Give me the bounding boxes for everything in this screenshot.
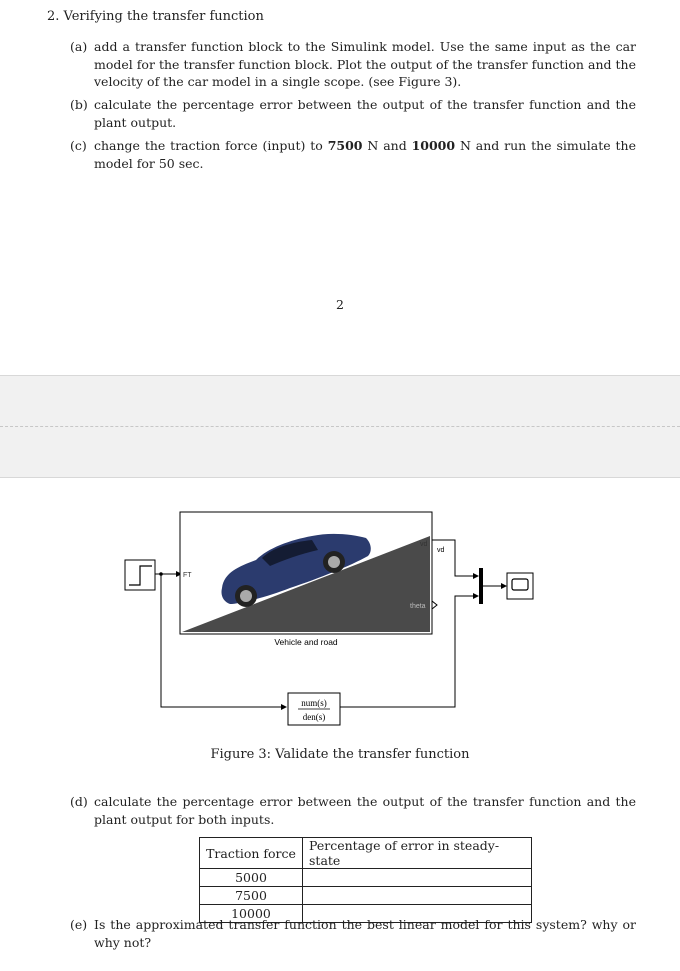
- table-cell-error[interactable]: [303, 887, 532, 905]
- arrow-head-tf-in: [281, 704, 287, 710]
- tf-denominator: den(s): [302, 712, 326, 722]
- item-d-text: calculate the percentage error between the output of the transfer function and the plant output for both inputs.: [94, 794, 636, 827]
- item-d: [70, 793, 636, 828]
- vehicle-and-road-block[interactable]: [180, 512, 432, 634]
- scope-block[interactable]: [507, 573, 533, 599]
- tf-numerator: num(s): [301, 698, 327, 708]
- step-block[interactable]: [125, 560, 155, 590]
- table-cell-force: 5000: [200, 869, 303, 887]
- item-c-text-part2: N and: [362, 138, 412, 153]
- figure-caption: Figure 3: Validate the transfer function: [210, 747, 470, 762]
- vd-port-label: vd: [420, 541, 428, 548]
- item-e-label: (e): [70, 917, 88, 932]
- item-c-value-2: 10000: [411, 138, 456, 153]
- item-c-text-part1: change the traction force (input) to: [94, 138, 328, 153]
- ft-port-label: FT: [183, 572, 192, 579]
- theta-port-label: theta: [410, 603, 426, 610]
- item-c-text-part3: N and run the simulate the model for 50 sec.: [94, 138, 636, 171]
- item-c-value-1: 7500: [327, 138, 363, 153]
- vehicle-block-name: Vehicle and road: [274, 637, 338, 647]
- table-row: [200, 887, 532, 905]
- page-number: 2: [336, 297, 344, 312]
- table-row: [200, 869, 532, 887]
- theta-port-arrow: [432, 601, 437, 609]
- table-cell-force: 7500: [200, 887, 303, 905]
- table-header-force: Traction force: [200, 838, 303, 869]
- item-a-label: (a): [70, 39, 88, 54]
- transfer-function-block[interactable]: [288, 693, 340, 725]
- table-cell-error[interactable]: [303, 869, 532, 887]
- table-cell-force: 10000: [200, 905, 303, 923]
- question-title: Verifying the transfer function: [63, 9, 264, 24]
- table-header-error: Percentage of error in steady-state: [303, 838, 532, 869]
- item-d-label: (d): [70, 794, 88, 809]
- item-b-text: calculate the percentage error between the output of the transfer function and the plant output.: [94, 97, 636, 130]
- mux-block[interactable]: [479, 568, 483, 604]
- error-table: [199, 837, 532, 923]
- table-header-row: [200, 838, 532, 869]
- signal-vd-to-mux[interactable]: [432, 540, 476, 576]
- arrow-head-mux-in1: [473, 573, 479, 579]
- item-b-label: (b): [70, 97, 88, 112]
- item-e-text: Is the approximated transfer function the best linear model for this system? why or why not?: [94, 917, 636, 950]
- item-c-label: (c): [70, 138, 87, 153]
- question-number: 2.: [47, 9, 60, 24]
- item-a-text: add a transfer function block to the Simulink model. Use the same input as the car model for the transfer function block. Plot the output of the transfer function and the velocity of the car model in a single scope. (see Figure 3).: [94, 39, 636, 89]
- arrow-head-scope-in: [501, 583, 507, 589]
- item-e: [70, 916, 636, 951]
- arrow-head-mux-in2: [473, 593, 479, 599]
- vd-output-label: vd: [437, 547, 445, 554]
